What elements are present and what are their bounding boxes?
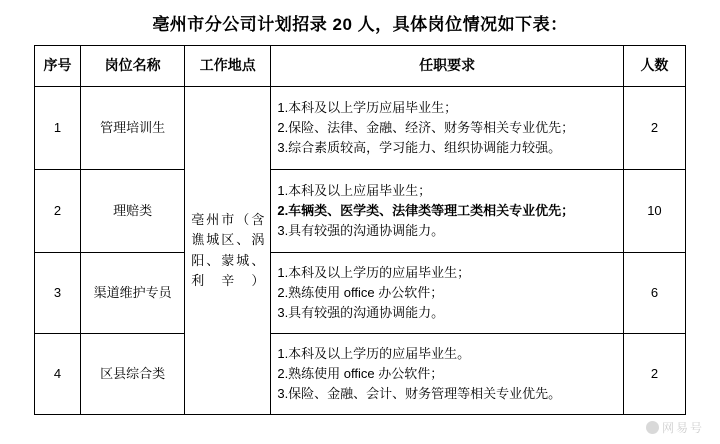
requirement-line: 1.本科及以上学历应届毕业生； xyxy=(277,99,458,115)
cell-index: 4 xyxy=(35,334,81,415)
cell-count: 2 xyxy=(623,334,685,415)
requirement-line: 1.本科及以上学历的应届毕业生。 xyxy=(277,345,471,361)
cell-index: 2 xyxy=(35,170,81,253)
cell-location-merged: 亳州市（含谯城区、涡阳、蒙城、利辛） xyxy=(185,87,271,415)
cell-post: 理赔类 xyxy=(81,170,185,253)
watermark xyxy=(646,419,704,436)
cell-count: 6 xyxy=(623,253,685,334)
cell-index: 3 xyxy=(35,253,81,334)
cell-post: 区县综合类 xyxy=(81,334,185,415)
requirement-line: 1.本科及以上应届毕业生； xyxy=(277,182,432,198)
requirement-line: 2.保险、法律、金融、经济、财务等相关专业优先； xyxy=(277,119,575,135)
requirement-line: 3.综合素质较高，学习能力、组织协调能力较强。 xyxy=(277,140,562,156)
page-title: 亳州市分公司计划招录 20 人，具体岗位情况如下表： xyxy=(152,15,568,34)
requirement-line: 2.熟练使用 office 办公软件； xyxy=(277,284,444,300)
cell-count: 2 xyxy=(623,87,685,170)
table-row xyxy=(35,334,686,415)
cell-requirements xyxy=(271,334,624,415)
header-requirements: 任职要求 xyxy=(271,46,624,87)
requirement-line-bold: 2.车辆类、医学类、法律类等理工类相关专业优先； xyxy=(277,202,575,218)
requirement-line: 1.本科及以上学历的应届毕业生； xyxy=(277,264,471,280)
header-index: 序号 xyxy=(35,46,81,87)
table-header-row xyxy=(35,46,686,87)
requirement-line: 2.熟练使用 office 办公软件； xyxy=(277,365,444,381)
cell-post: 管理培训生 xyxy=(81,87,185,170)
requirement-line: 3.具有较强的沟通协调能力。 xyxy=(277,305,445,321)
table-row xyxy=(35,170,686,253)
cell-post: 渠道维护专员 xyxy=(81,253,185,334)
cell-count: 10 xyxy=(623,170,685,253)
table-body xyxy=(35,87,686,415)
header-location: 工作地点 xyxy=(185,46,271,87)
cell-index: 1 xyxy=(35,87,81,170)
table-row xyxy=(35,253,686,334)
cell-requirements xyxy=(271,170,624,253)
header-post: 岗位名称 xyxy=(81,46,185,87)
cell-requirements xyxy=(271,87,624,170)
recruitment-table xyxy=(34,45,686,415)
watermark-text: 网易号 xyxy=(661,421,704,435)
watermark-logo-icon xyxy=(646,421,659,434)
requirement-line: 3.保险、金融、会计、财务管理等相关专业优先。 xyxy=(277,386,562,402)
table-row xyxy=(35,87,686,170)
header-count: 人数 xyxy=(623,46,685,87)
requirement-line: 3.具有较强的沟通协调能力。 xyxy=(277,223,445,239)
table-header xyxy=(35,46,686,87)
cell-requirements xyxy=(271,253,624,334)
